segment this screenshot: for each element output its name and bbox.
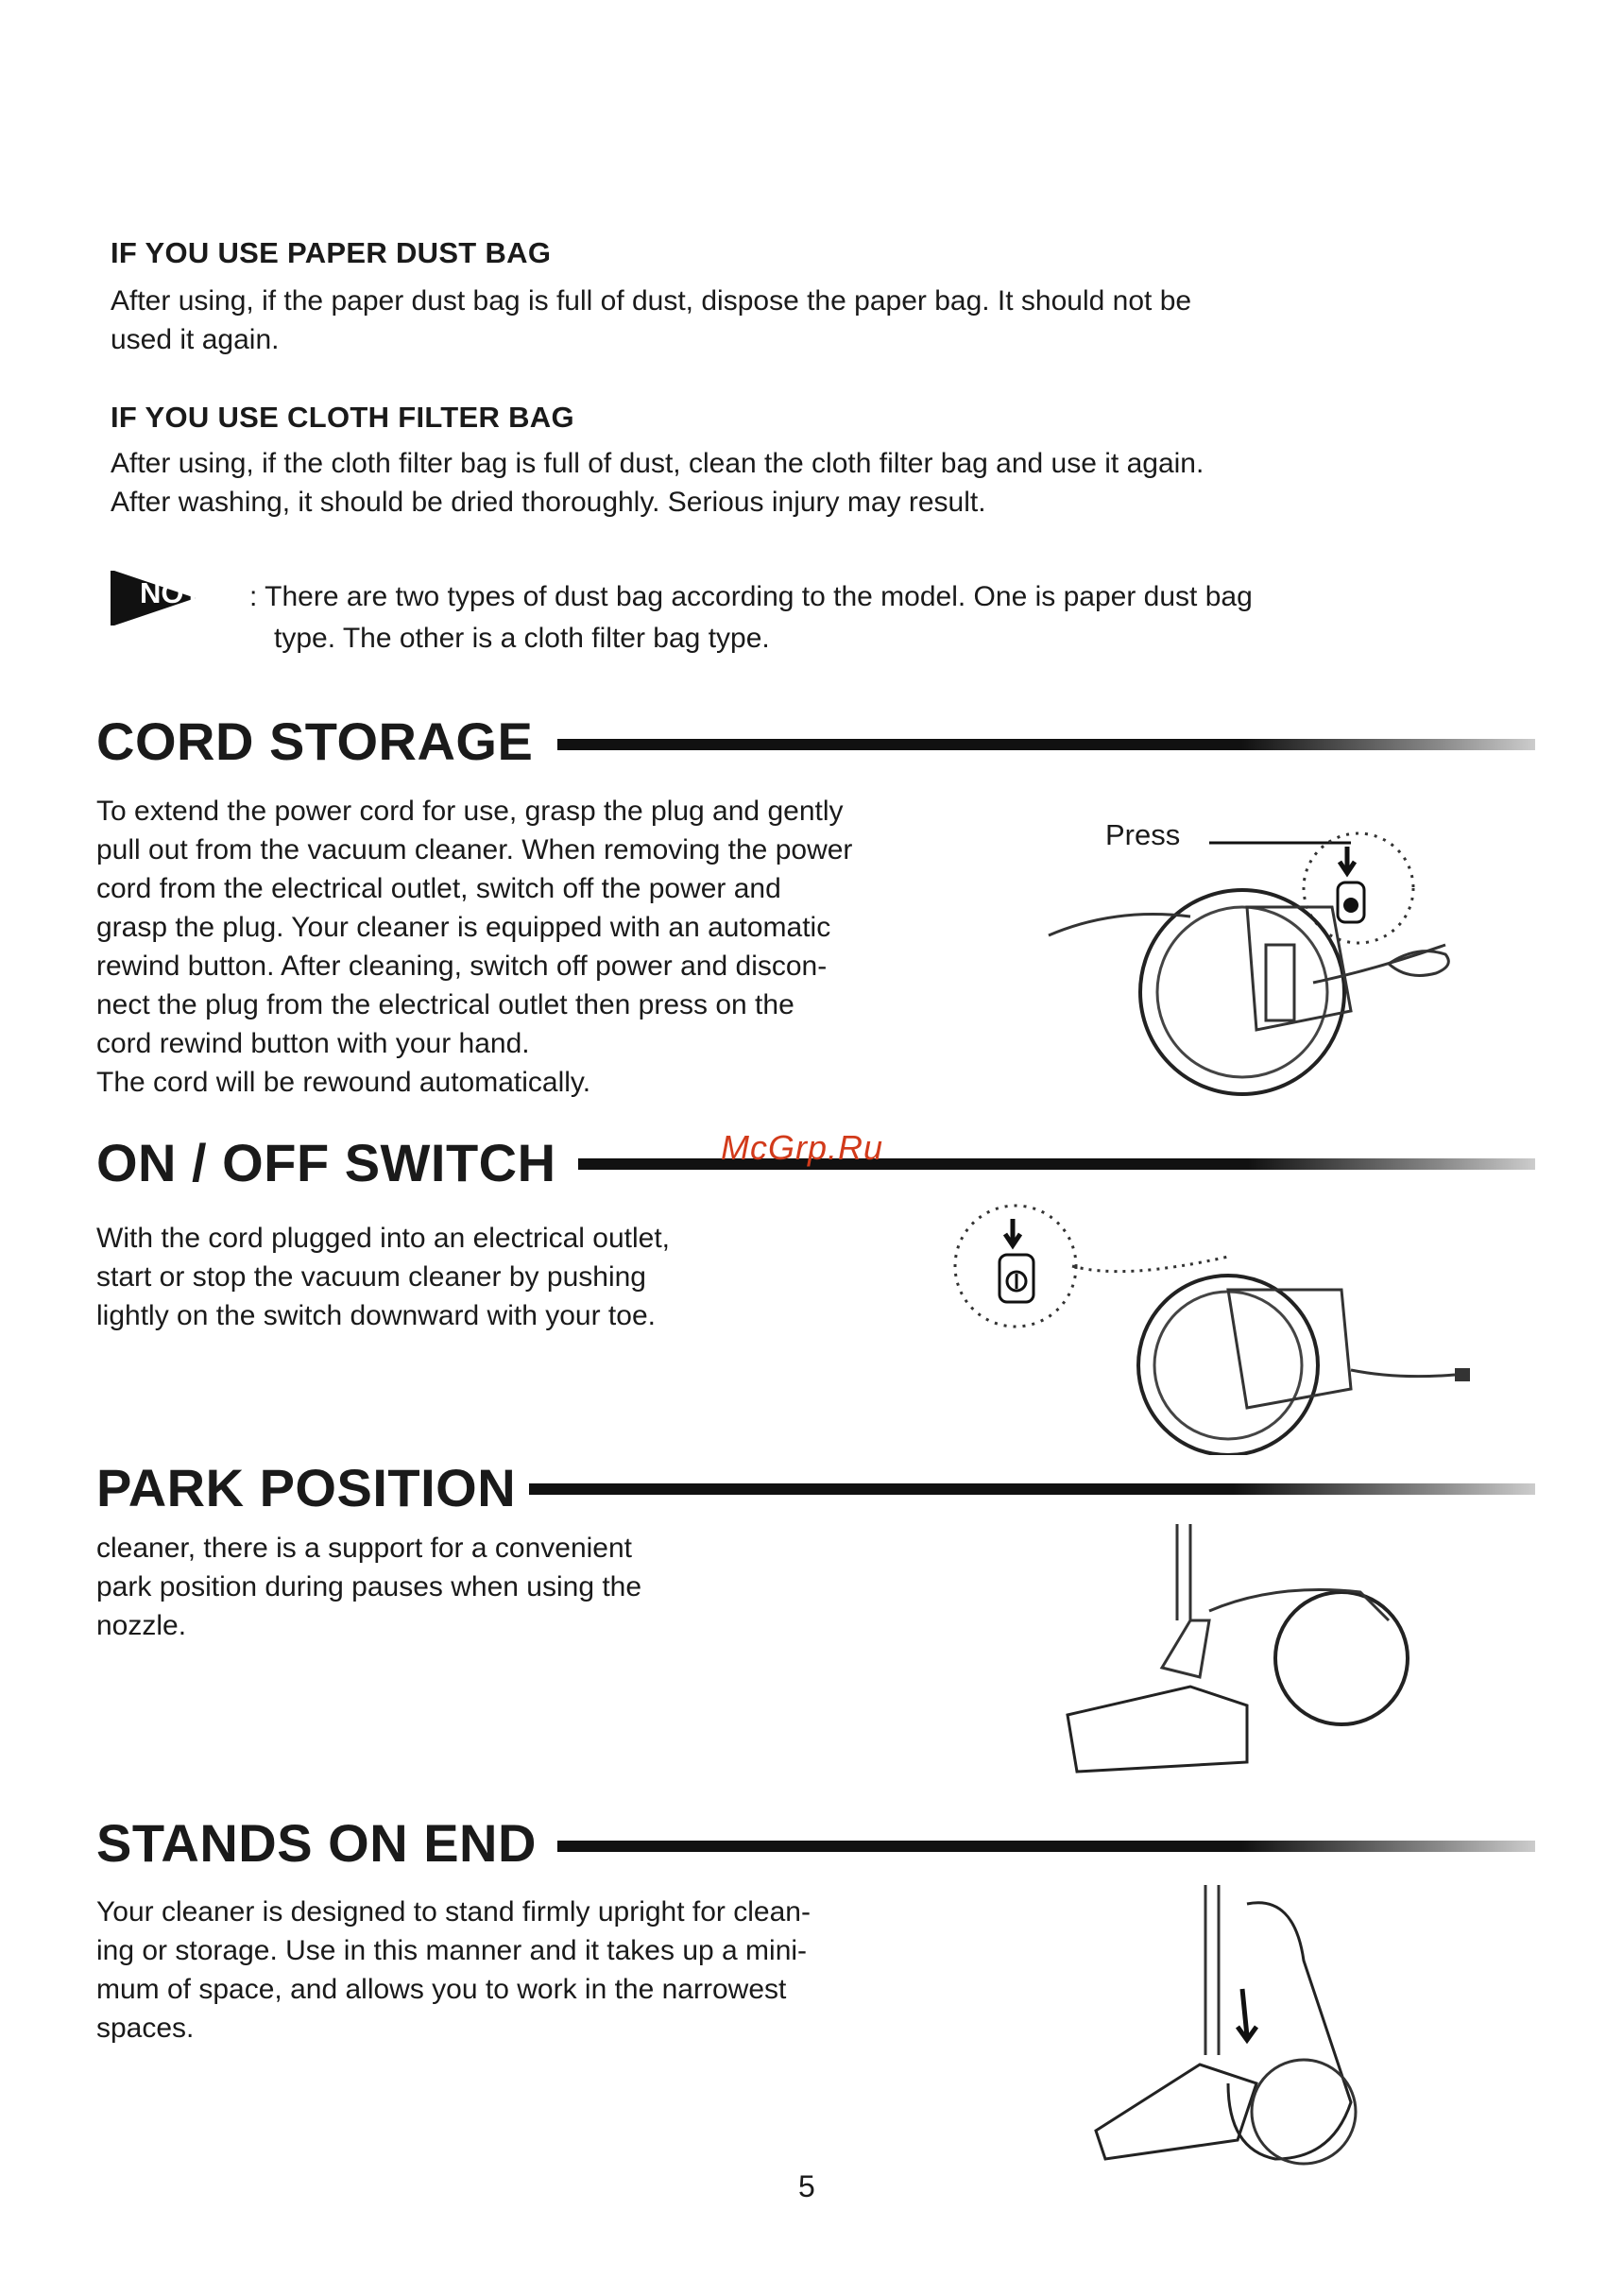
park-line-2: park position during pauses when using the xyxy=(96,1571,642,1602)
cord-line-1: To extend the power cord for use, grasp the plug and gently xyxy=(96,796,844,827)
park-position-rule xyxy=(529,1483,1535,1495)
park-position-illustration xyxy=(1058,1516,1436,1791)
cloth-bag-heading: IF YOU USE CLOTH FILTER BAG xyxy=(111,401,574,434)
on-off-line-1: With the cord plugged into an electrical outlet, xyxy=(96,1223,671,1254)
on-off-text xyxy=(96,1219,670,1335)
paper-bag-line-1: After using, if the paper dust bag is full of dust, dispose the paper bag. It should not be xyxy=(111,285,1192,317)
stands-on-end-text xyxy=(96,1893,811,2048)
park-position-title: PARK POSITION xyxy=(96,1458,517,1517)
cloth-bag-line-2: After washing, it should be dried thoroughly. Serious injury may result. xyxy=(111,487,986,518)
paper-bag-line-2: used it again. xyxy=(111,324,280,355)
note-line-1: : There are two types of dust bag according to the model. One is paper dust bag xyxy=(249,581,1253,612)
stands-on-end-illustration xyxy=(1068,1876,1445,2168)
cord-line-8: The cord will be rewound automatically. xyxy=(96,1067,591,1098)
cord-storage-title: CORD STORAGE xyxy=(96,711,534,771)
cord-line-4: grasp the plug. Your cleaner is equipped with an automatic xyxy=(96,912,831,943)
cord-line-3: cord from the electrical outlet, switch off the power and xyxy=(96,873,781,904)
cord-line-2: pull out from the vacuum cleaner. When removing the power xyxy=(96,834,853,865)
stands-line-3: mum of space, and allows you to work in the narrowest xyxy=(96,1974,787,2005)
page-number: 5 xyxy=(798,2169,815,2203)
stands-line-2: ing or storage. Use in this manner and it takes up a mini- xyxy=(96,1935,808,1966)
note-label: NOTE xyxy=(140,576,222,609)
cord-rewind-illustration xyxy=(1030,803,1483,1105)
note-text xyxy=(249,576,1253,660)
stands-line-4: spaces. xyxy=(96,2013,195,2044)
park-line-1: cleaner, there is a support for a convenient xyxy=(96,1533,633,1564)
stands-on-end-rule xyxy=(557,1841,1535,1852)
cord-line-7: cord rewind button with your hand. xyxy=(96,1028,530,1059)
cord-storage-rule xyxy=(557,739,1535,750)
note-line-2: type. The other is a cloth filter bag type. xyxy=(274,623,770,654)
on-off-line-3: lightly on the switch downward with your toe. xyxy=(96,1300,656,1331)
cloth-bag-text xyxy=(111,444,1204,522)
watermark: McGrp.Ru xyxy=(721,1128,884,1167)
on-off-title: ON / OFF SWITCH xyxy=(96,1133,556,1192)
cord-line-5: rewind button. After cleaning, switch off power and discon- xyxy=(96,951,828,982)
park-line-3: nozzle. xyxy=(96,1610,187,1641)
on-off-line-2: start or stop the vacuum cleaner by pushing xyxy=(96,1261,646,1293)
cord-storage-text xyxy=(96,792,852,1102)
cord-line-6: nect the plug from the electrical outlet then press on the xyxy=(96,989,794,1020)
park-position-text xyxy=(96,1529,641,1645)
paper-bag-heading: IF YOU USE PAPER DUST BAG xyxy=(111,236,552,269)
press-label: Press xyxy=(1105,818,1181,851)
cloth-bag-line-1: After using, if the cloth filter bag is full of dust, clean the cloth filter bag and use it again. xyxy=(111,448,1204,479)
on-off-switch-illustration xyxy=(945,1200,1493,1455)
stands-on-end-title: STANDS ON END xyxy=(96,1813,537,1873)
stands-line-1: Your cleaner is designed to stand firmly upright for clean- xyxy=(96,1896,811,1928)
paper-bag-text xyxy=(111,282,1191,359)
